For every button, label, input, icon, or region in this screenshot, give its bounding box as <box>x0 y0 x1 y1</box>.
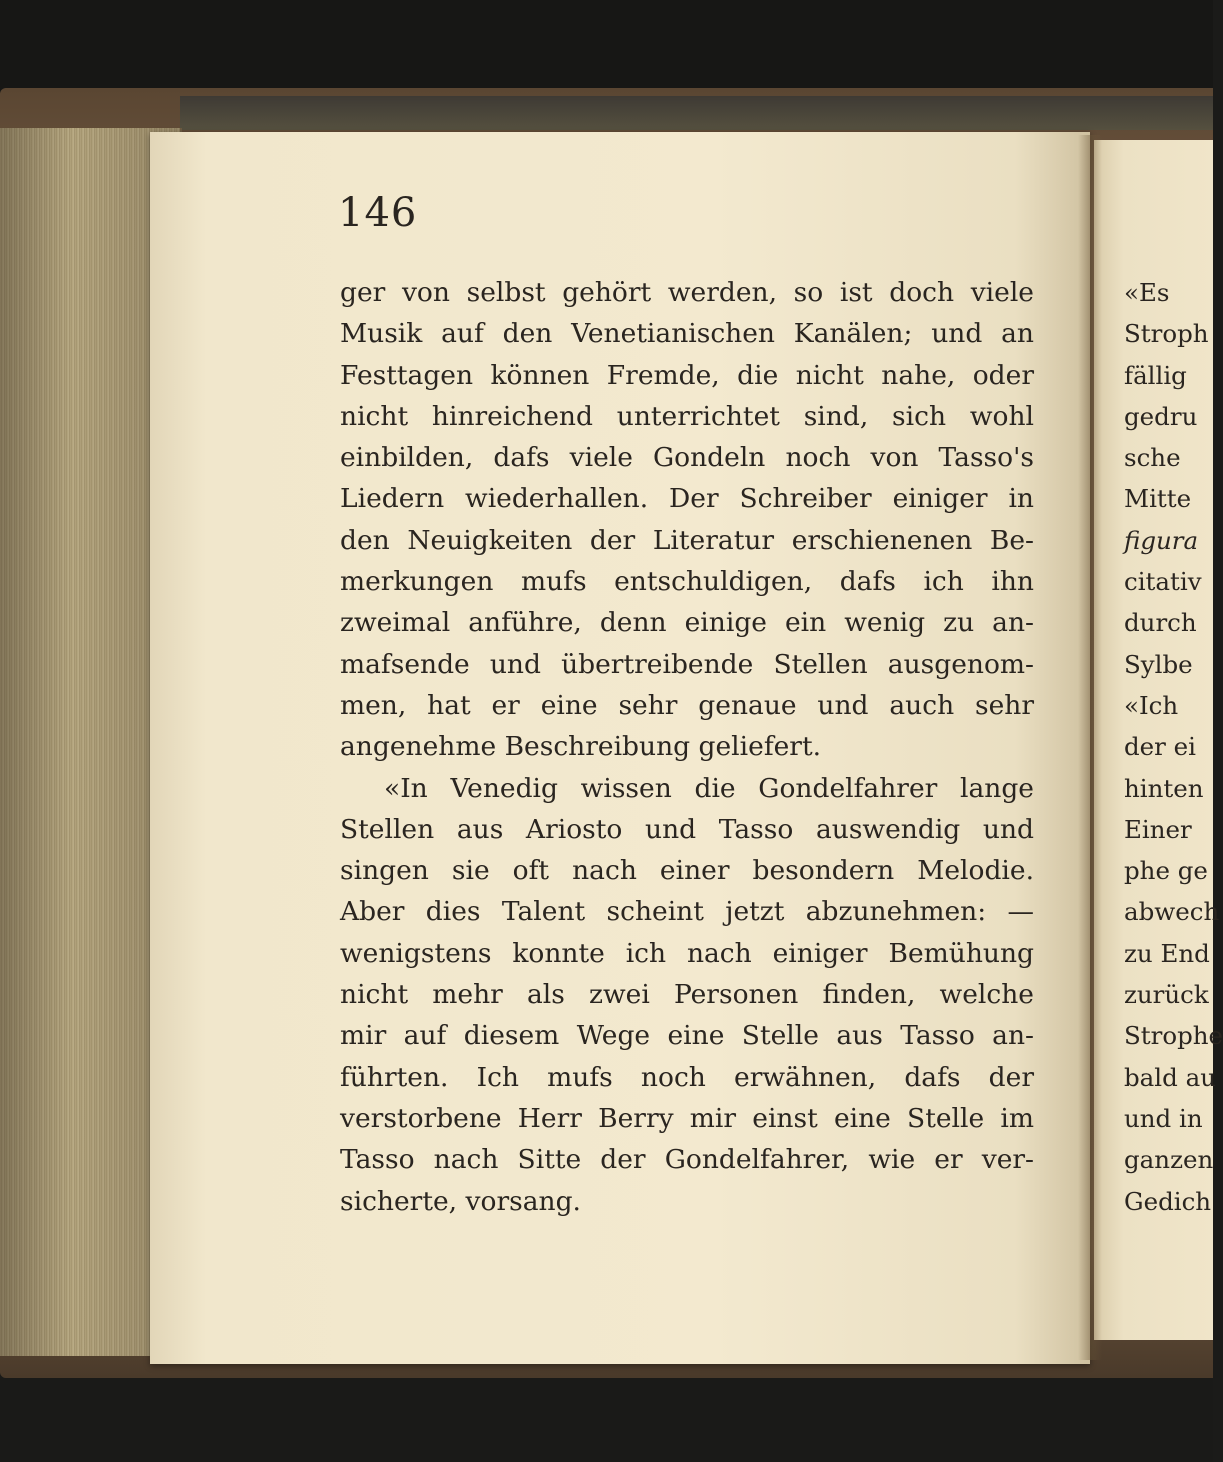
text-line: mir auf diesem Wege eine Stelle aus Tasso an- <box>340 1020 1034 1052</box>
text-line: den Neuigkeiten der Literatur erschienenen Be- <box>340 524 1034 556</box>
main-text-block <box>340 272 1034 1222</box>
text-line: Stellen aus Ariosto und Tasso auswendig und <box>340 813 1034 845</box>
right-page-text-fragments <box>1124 272 1223 1222</box>
right-page-line: hinten <box>1124 773 1204 803</box>
text-line: Aber dies Talent scheint jetzt abzunehmen: — <box>340 896 1034 928</box>
right-page-line: zurück <box>1124 980 1209 1010</box>
text-line: sicherte, vorsang. <box>340 1185 581 1217</box>
background-bottom <box>0 1375 1213 1462</box>
right-page-line: fällig <box>1124 360 1187 390</box>
right-page-line: citativ <box>1124 567 1202 597</box>
text-line: verstorbene Herr Berry mir einst eine Stelle im <box>340 1102 1034 1134</box>
right-page-line: Strophe <box>1124 1021 1223 1051</box>
text-line: singen sie oft nach einer besondern Melodie. <box>340 855 1034 887</box>
right-page-line: gedru <box>1124 401 1198 431</box>
text-line: merkungen mufs entschuldigen, dafs ich ihn <box>340 566 1034 598</box>
right-page-line: sche <box>1124 443 1181 473</box>
text-line: führten. Ich mufs noch erwähnen, dafs der <box>340 1061 1034 1093</box>
text-line: wenigstens konnte ich nach einiger Bemühung <box>340 937 1034 969</box>
right-page-line: zu End <box>1124 938 1210 968</box>
cover-spine-band <box>180 96 1213 130</box>
right-page-line: Gedich <box>1124 1186 1212 1216</box>
right-page-line: Sylbe <box>1124 649 1193 679</box>
right-page-line: der ei <box>1124 732 1197 762</box>
text-line: einbilden, dafs viele Gondeln noch von Tasso's <box>340 442 1034 474</box>
text-line: nicht hinreichend unterrichtet sind, sich wohl <box>340 400 1034 432</box>
right-page-line: «Ich <box>1124 690 1179 720</box>
text-line: Musik auf den Venetianischen Kanälen; und an <box>340 318 1034 350</box>
text-line: angenehme Beschreibung geliefert. <box>340 731 822 763</box>
text-line: «In Venedig wissen die Gondelfahrer lange <box>384 772 1034 804</box>
right-page-line: figura <box>1124 525 1199 555</box>
right-page-line: ganzen <box>1124 1145 1214 1175</box>
text-line: ger von selbst gehört werden, so ist doch viele <box>340 277 1034 308</box>
text-line: men, hat er eine sehr genaue und auch sehr <box>340 689 1034 721</box>
right-page-line: durch <box>1124 608 1197 638</box>
right-page-line: Mitte <box>1124 484 1192 514</box>
text-line: zweimal anführe, denn einige ein wenig zu an- <box>340 607 1034 639</box>
right-page-line: abwech <box>1124 897 1220 927</box>
right-page-line: bald au <box>1124 1062 1216 1092</box>
text-line: Liedern wiederhallen. Der Schreiber einiger in <box>340 483 1034 515</box>
page-number: 146 <box>338 190 418 236</box>
book-gutter <box>1078 135 1102 1360</box>
right-page-line: «Es <box>1124 278 1170 307</box>
text-line: nicht mehr als zwei Personen finden, welche <box>340 979 1034 1011</box>
text-line: Tasso nach Sitte der Gondelfahrer, wie er ver- <box>340 1144 1034 1176</box>
right-page-line: Einer <box>1124 814 1192 844</box>
right-page-line: und in <box>1124 1103 1203 1133</box>
background-top <box>0 0 1213 95</box>
right-page-line: Stroph <box>1124 319 1209 349</box>
text-line: Festtagen können Fremde, die nicht nahe, oder <box>340 359 1034 391</box>
text-line: mafsende und übertreibende Stellen ausgenom- <box>340 648 1034 680</box>
right-page-line: phe ge <box>1124 856 1208 886</box>
